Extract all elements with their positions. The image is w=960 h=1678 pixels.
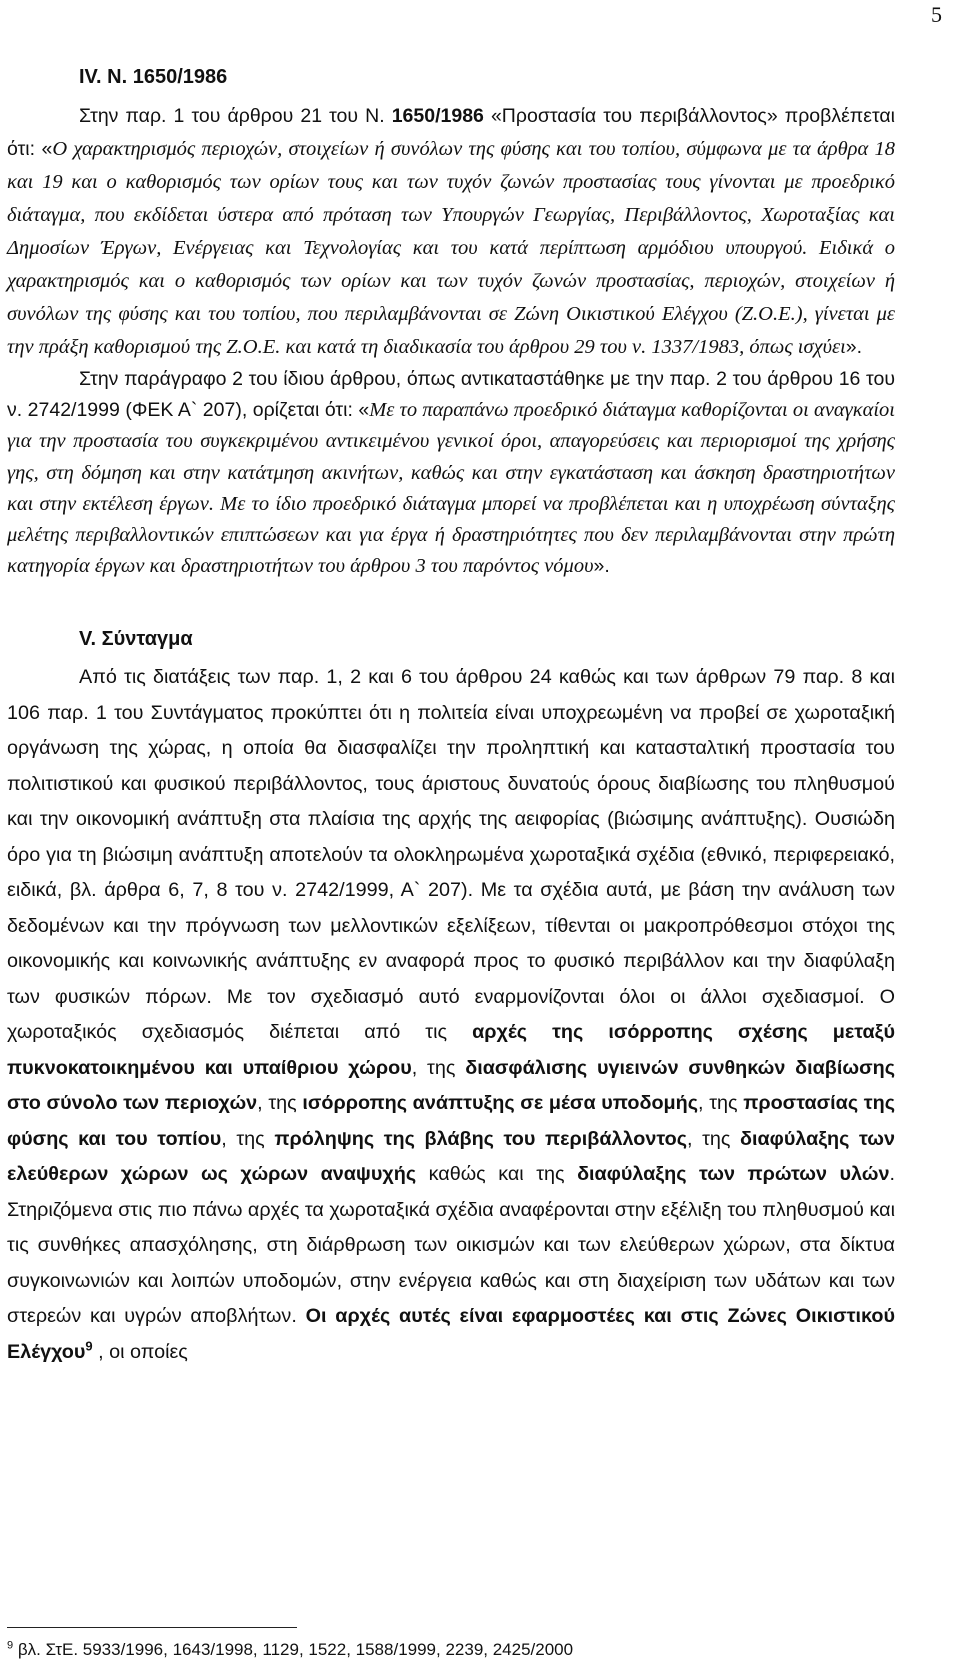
footnote [7, 1640, 573, 1660]
footnote-reference[interactable]: 9 [85, 1338, 93, 1354]
section-heading-iv: IV. Ν. 1650/1986 [79, 66, 228, 88]
section-iv-paragraph-1 [7, 100, 895, 364]
p1-law-title: «Προστασία του περιβάλλοντος» προβλέπεται ότι: « [7, 105, 895, 160]
p2-quote: Με το παραπάνω προεδρικό διάταγμα καθορίζονται οι αναγκαίοι για την προστασία του συγκεκριμένου αντικειμένου γενικοί όροι, απαγορεύσεις και περιορισμοί της χρήσης γης, στη δόμηση και στην κατάτμηση ακινήτων, καθώς και στην εγκατάσταση και άσκηση δραστηριοτήτων και στην εκτέλεση έργων. Με το ίδιο προεδρικό διάταγμα μπορεί να προβλέπεται και η υποχρέωση σύνταξης μελέτης περιβαλλοντικών επιπτώσεων και για έργα ή δραστηριότητες που δεν περιλαμβάνονται στην πρώτη κατηγορία έργων και δραστηριοτήτων του άρθρου 3 του παρόντος νόμου [7, 399, 895, 578]
footnote-number: 9 [7, 1639, 14, 1652]
v-text-9: , οι οποίες [92, 1340, 188, 1363]
v-text-7: καθώς και της [416, 1163, 578, 1186]
footnote-text: βλ. ΣτΕ. 5933/1996, 1643/1998, 1129, 1522, 1588/1999, 2239, 2425/2000 [13, 1640, 574, 1659]
section-v-paragraph [7, 660, 895, 1370]
v-bold-3: ισόρροπης ανάπτυξης σε μέσα υποδομής [302, 1092, 699, 1115]
v-text-3: , της [257, 1092, 303, 1115]
v-bold-5: πρόληψης της βλάβης του περιβάλλοντος [274, 1127, 687, 1150]
section-heading-v: V. Σύνταγμα [79, 628, 193, 651]
v-bold-1: αρχές της ισόρροπης σχέσης μεταξύ πυκνοκατοικημένου και υπαίθριου χώρου [7, 1021, 895, 1079]
v-text-2: , της [411, 1056, 466, 1079]
v-text-5: , της [221, 1127, 275, 1150]
v-bold-7: διαφύλαξης των πρώτων υλών [577, 1163, 890, 1186]
v-bold-2: διασφάλισης υγιεινών συνθηκών διαβίωσης στο σύνολο των περιοχών [7, 1056, 895, 1115]
p2-quote-end: ». [593, 555, 610, 578]
page-number: 5 [931, 2, 942, 27]
v-bold-8: Οι αρχές αυτές είναι εφαρμοστέες και στις Ζώνες Οικιστικού Ελέγχου [7, 1305, 895, 1363]
v-text-4: , της [698, 1092, 744, 1115]
p1-quote-end: ». [845, 336, 863, 358]
footnote-separator [7, 1627, 297, 1628]
p1-quote: Ο χαρακτηρισμός περιοχών, στοιχείων ή συνόλων της φύσης και του τοπίου, σύμφωνα με τα άρθρα 18 και 19 και ο καθορισμός των ορίων τους και των τυχόν ζωνών προστασίας τους γίνονται με προεδρικό διάταγμα, που εκδίδεται ύστερα από πρόταση των Υπουργών Γεωργίας, Περιβάλλοντος, Χωροταξίας και Δημοσίων Έργων, Ενέργειας και Τεχνολογίας και του κατά περίπτωση αρμόδιου υπουργού. Ειδικά ο χαρακτηρισμός και ο καθορισμός των ορίων και των τυχόν ζωνών προστασίας, περιοχών, στοιχείων ή συνόλων της φύσης και του τοπίου, που περιλαμβάνονται σε Ζώνη Οικιστικού Ελέγχου (Ζ.Ο.Ε.), γίνεται με την πράξη καθορισμού της Ζ.Ο.Ε. και κατά τη διαδικασία του άρθρου 29 του ν. 1337/1983, όπως ισχύει [7, 138, 895, 358]
v-text-1: Από τις διατάξεις των παρ. 1, 2 και 6 του άρθρου 24 καθώς και των άρθρων 79 παρ. 8 και 106 παρ. 1 του Συντάγματος προκύπτει ότι η πολιτεία είναι υποχρεωμένη να προβεί σε χωροταξική οργάνωση της χώρας, η οποία θα διασφαλίζει την προληπτική και κατασταλτική προστασία του πολιτιστικού και φυσικού περιβάλλοντος, τους άριστους δυνατούς όρους διαβίωσης του πληθυσμού και την οικονομική ανάπτυξη στα πλαίσια της αρχής της αειφορίας (βιώσιμης ανάπτυξης). Ουσιώδη όρο για τη βιώσιμη ανάπτυξη αποτελούν τα ολοκληρωμένα χωροταξικά σχέδια (εθνικό, περιφερειακό, ειδικά, βλ. άρθρα 6, 7, 8 του ν. 2742/1999, Α` 207). Με τα σχέδια αυτά, με βάση την ανάλυση των δεδομένων και την πρόγνωση των μελλοντικών εξελίξεων, τίθενται οι μακροπρόθεσμοι στόχοι της οικονομικής και κοινωνικής ανάπτυξης εν αναφορά προς το φυσικό περιβάλλον και την διαφύλαξη των φυσικών πόρων. Με τον σχεδιασμό αυτό εναρμονίζονται όλοι οι άλλοι σχεδιασμοί. Ο χωροταξικός σχεδιασμός διέπεται από τις [7, 666, 895, 1044]
v-bold-6: διαφύλαξης των ελεύθερων χώρων ως χώρων αναψυχής [7, 1127, 896, 1186]
p1-law-number: 1650/1986 [391, 105, 484, 127]
document-body [7, 62, 895, 1370]
section-iv-paragraph-2 [7, 364, 895, 582]
p1-intro: Στην παρ. 1 του άρθρου 21 του Ν. [79, 105, 392, 127]
v-text-6: , της [686, 1127, 741, 1150]
p2-intro: Στην παράγραφο 2 του ίδιου άρθρου, όπως αντικαταστάθηκε με την παρ. 2 του άρθρου 16 του ν. 2742/1999 (ΦΕΚ Α` 207), ορίζεται ότι: « [7, 368, 895, 422]
v-text-8: . Στηριζόμενα στις πιο πάνω αρχές τα χωροταξικά σχέδια αναφέρονται στην εξέλιξη του πληθυσμού και τις συνθήκες απασχόλησης, στη διάρθρωση των οικισμών και των ελεύθερων χώρων, στα δίκτυα συγκοινωνιών και λοιπών υποδομών, στην ενέργεια καθώς και στη διαχείριση των υδάτων και των στερεών και υγρών αποβλήτων. [7, 1163, 896, 1328]
v-bold-4: προστασίας της φύσης και του τοπίου [7, 1092, 895, 1150]
